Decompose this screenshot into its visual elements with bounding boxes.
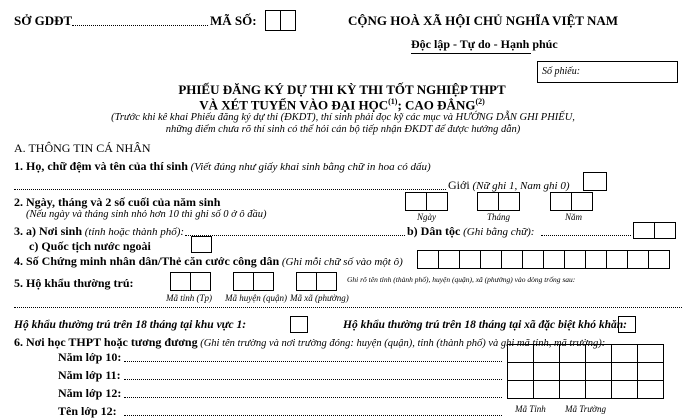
region1-label: Hộ khẩu thường trú trên 18 tháng tại khu vực 1: [14, 319, 247, 331]
region1-box[interactable] [290, 316, 308, 333]
title-part-daihoc: VÀ XÉT TUYỂN VÀO ĐẠI HỌC [199, 97, 389, 113]
q3b-title: b) Dân tộc [407, 224, 461, 238]
q3b-hint: (Ghi bằng chữ): [460, 226, 535, 238]
q6-title: 6. Nơi học THPT hoặc tương đương [14, 335, 198, 349]
motto-underline [411, 53, 531, 54]
grade11-label: Năm lớp 11: [58, 368, 121, 382]
q6-hint: (Ghi tên trường và nơi trường đóng: huyện (quận), tỉnh (thành phố) và ghi mã tỉnh, mã trường): [197, 338, 606, 349]
full-name-field[interactable] [14, 189, 446, 190]
q4-hint: (Ghi mỗi chữ số vào một ô) [279, 256, 403, 268]
q1-title: 1. Họ, chữ đệm và tên của thí sinh [14, 159, 188, 173]
school-code-col-caption: Mã Trường [565, 404, 606, 414]
grade10-label: Năm lớp 10: [58, 350, 122, 364]
q3a-hint: (tỉnh hoặc thành phố): [82, 226, 185, 238]
q4-title: 4. Số Chứng minh nhân dân/Thẻ căn cước công dân [14, 254, 280, 268]
birthplace-field[interactable] [185, 235, 405, 236]
country-name: CỘNG HOÀ XÃ HỘI CHỦ NGHĨA VIỆT NAM [348, 13, 619, 28]
ethnicity-boxes[interactable] [633, 222, 676, 239]
province-code-col-caption: Mã Tỉnh [515, 404, 546, 414]
province-code-caption: Mã tỉnh (Tp) [166, 293, 212, 303]
difficult-commune-label: Hộ khẩu thường trú trên 18 tháng tại xã đặc biệt khó khăn: [343, 319, 628, 331]
grade12-school-field[interactable] [124, 397, 502, 398]
section-a-heading: A. THÔNG TIN CÁ NHÂN [14, 141, 151, 155]
title-sup-1: (1) [388, 97, 398, 106]
school-code-table[interactable] [507, 344, 664, 399]
birth-year-boxes[interactable] [550, 192, 593, 211]
ethnicity-field[interactable] [541, 235, 631, 236]
ethnicity-label [407, 225, 534, 238]
grade12-label: Năm lớp 12: [58, 386, 122, 400]
id-number-boxes[interactable] [417, 250, 670, 269]
class12-name-field[interactable] [124, 415, 502, 416]
form-note-line1: (Trước khi kê khai Phiếu đăng ký dự thi (ĐKDT), thí sinh phải đọc kỹ các mục và HƯỚNG DẪN GHI PHIẾU, [111, 112, 575, 123]
q1-hint: (Viết đúng như giấy khai sinh bằng chữ in hoa có dấu) [187, 161, 431, 173]
birthplace-label [14, 225, 184, 238]
foreign-nationality-box[interactable] [191, 236, 212, 253]
gender-label [448, 179, 570, 192]
q1-label [14, 160, 431, 173]
title-sup-2: (2) [475, 97, 485, 106]
ma-so-label: MÃ SỐ: [210, 13, 257, 28]
commune-code-boxes[interactable] [296, 272, 337, 291]
form-title-line1: PHIẾU ĐĂNG KÝ DỰ THI KỲ THI TỐT NGHIỆP THPT [178, 82, 506, 97]
form-note-line2: những điểm chưa rõ thí sinh có thể hỏi cán bộ tiếp nhận ĐKDT để được hướng dẫn) [165, 124, 521, 135]
school-code-row-11[interactable] [508, 363, 664, 381]
day-caption: Ngày [417, 212, 436, 222]
school-code-row-10[interactable] [508, 345, 664, 363]
gender-box[interactable] [583, 172, 607, 191]
form-title-line2 [150, 98, 534, 111]
birth-month-boxes[interactable] [477, 192, 520, 211]
motto: Độc lập - Tự do - Hạnh phúc [411, 37, 558, 51]
year-caption: Năm [565, 212, 583, 222]
commune-code-caption: Mã xã (phường) [290, 293, 349, 303]
so-gddt-field[interactable] [72, 25, 208, 26]
difficult-commune-box[interactable] [618, 316, 636, 333]
q2-hint: (Nếu ngày và tháng sinh nhỏ hơn 10 thì ghi số 0 ở ô đầu) [26, 209, 267, 220]
title-part-caodang: ; CAO ĐẲNG [397, 97, 476, 113]
gender-hint: (Nữ ghi 1, Nam ghi 0) [469, 180, 570, 192]
residence-note: Ghi rõ tên tỉnh (thành phố), huyện (quận), xã (phường) vào dòng trống sau: [347, 275, 576, 284]
birth-day-boxes[interactable] [405, 192, 448, 211]
residence-address-field[interactable] [14, 307, 682, 308]
id-number-label [14, 255, 403, 268]
province-code-boxes[interactable] [170, 272, 211, 291]
so-phieu-label: Số phiếu: [542, 66, 581, 77]
q3a-title: 3. a) Nơi sinh [14, 224, 82, 238]
school-code-row-12[interactable] [508, 381, 664, 399]
ma-so-boxes[interactable] [265, 10, 296, 31]
month-caption: Tháng [487, 212, 511, 222]
district-code-caption: Mã huyện (quận) [225, 293, 287, 303]
so-gddt-label: SỞ GDĐT [14, 13, 73, 28]
grade11-school-field[interactable] [124, 379, 502, 380]
q2-label: 2. Ngày, tháng và 2 số cuối của năm sinh [14, 195, 221, 209]
foreign-nationality-label: c) Quốc tịch nước ngoài [29, 239, 151, 253]
district-code-boxes[interactable] [233, 272, 274, 291]
gender-title: Giới [448, 178, 470, 192]
grade10-school-field[interactable] [124, 361, 502, 362]
residence-label: 5. Hộ khẩu thường trú: [14, 276, 134, 290]
class12-label: Tên lớp 12: [58, 404, 117, 418]
